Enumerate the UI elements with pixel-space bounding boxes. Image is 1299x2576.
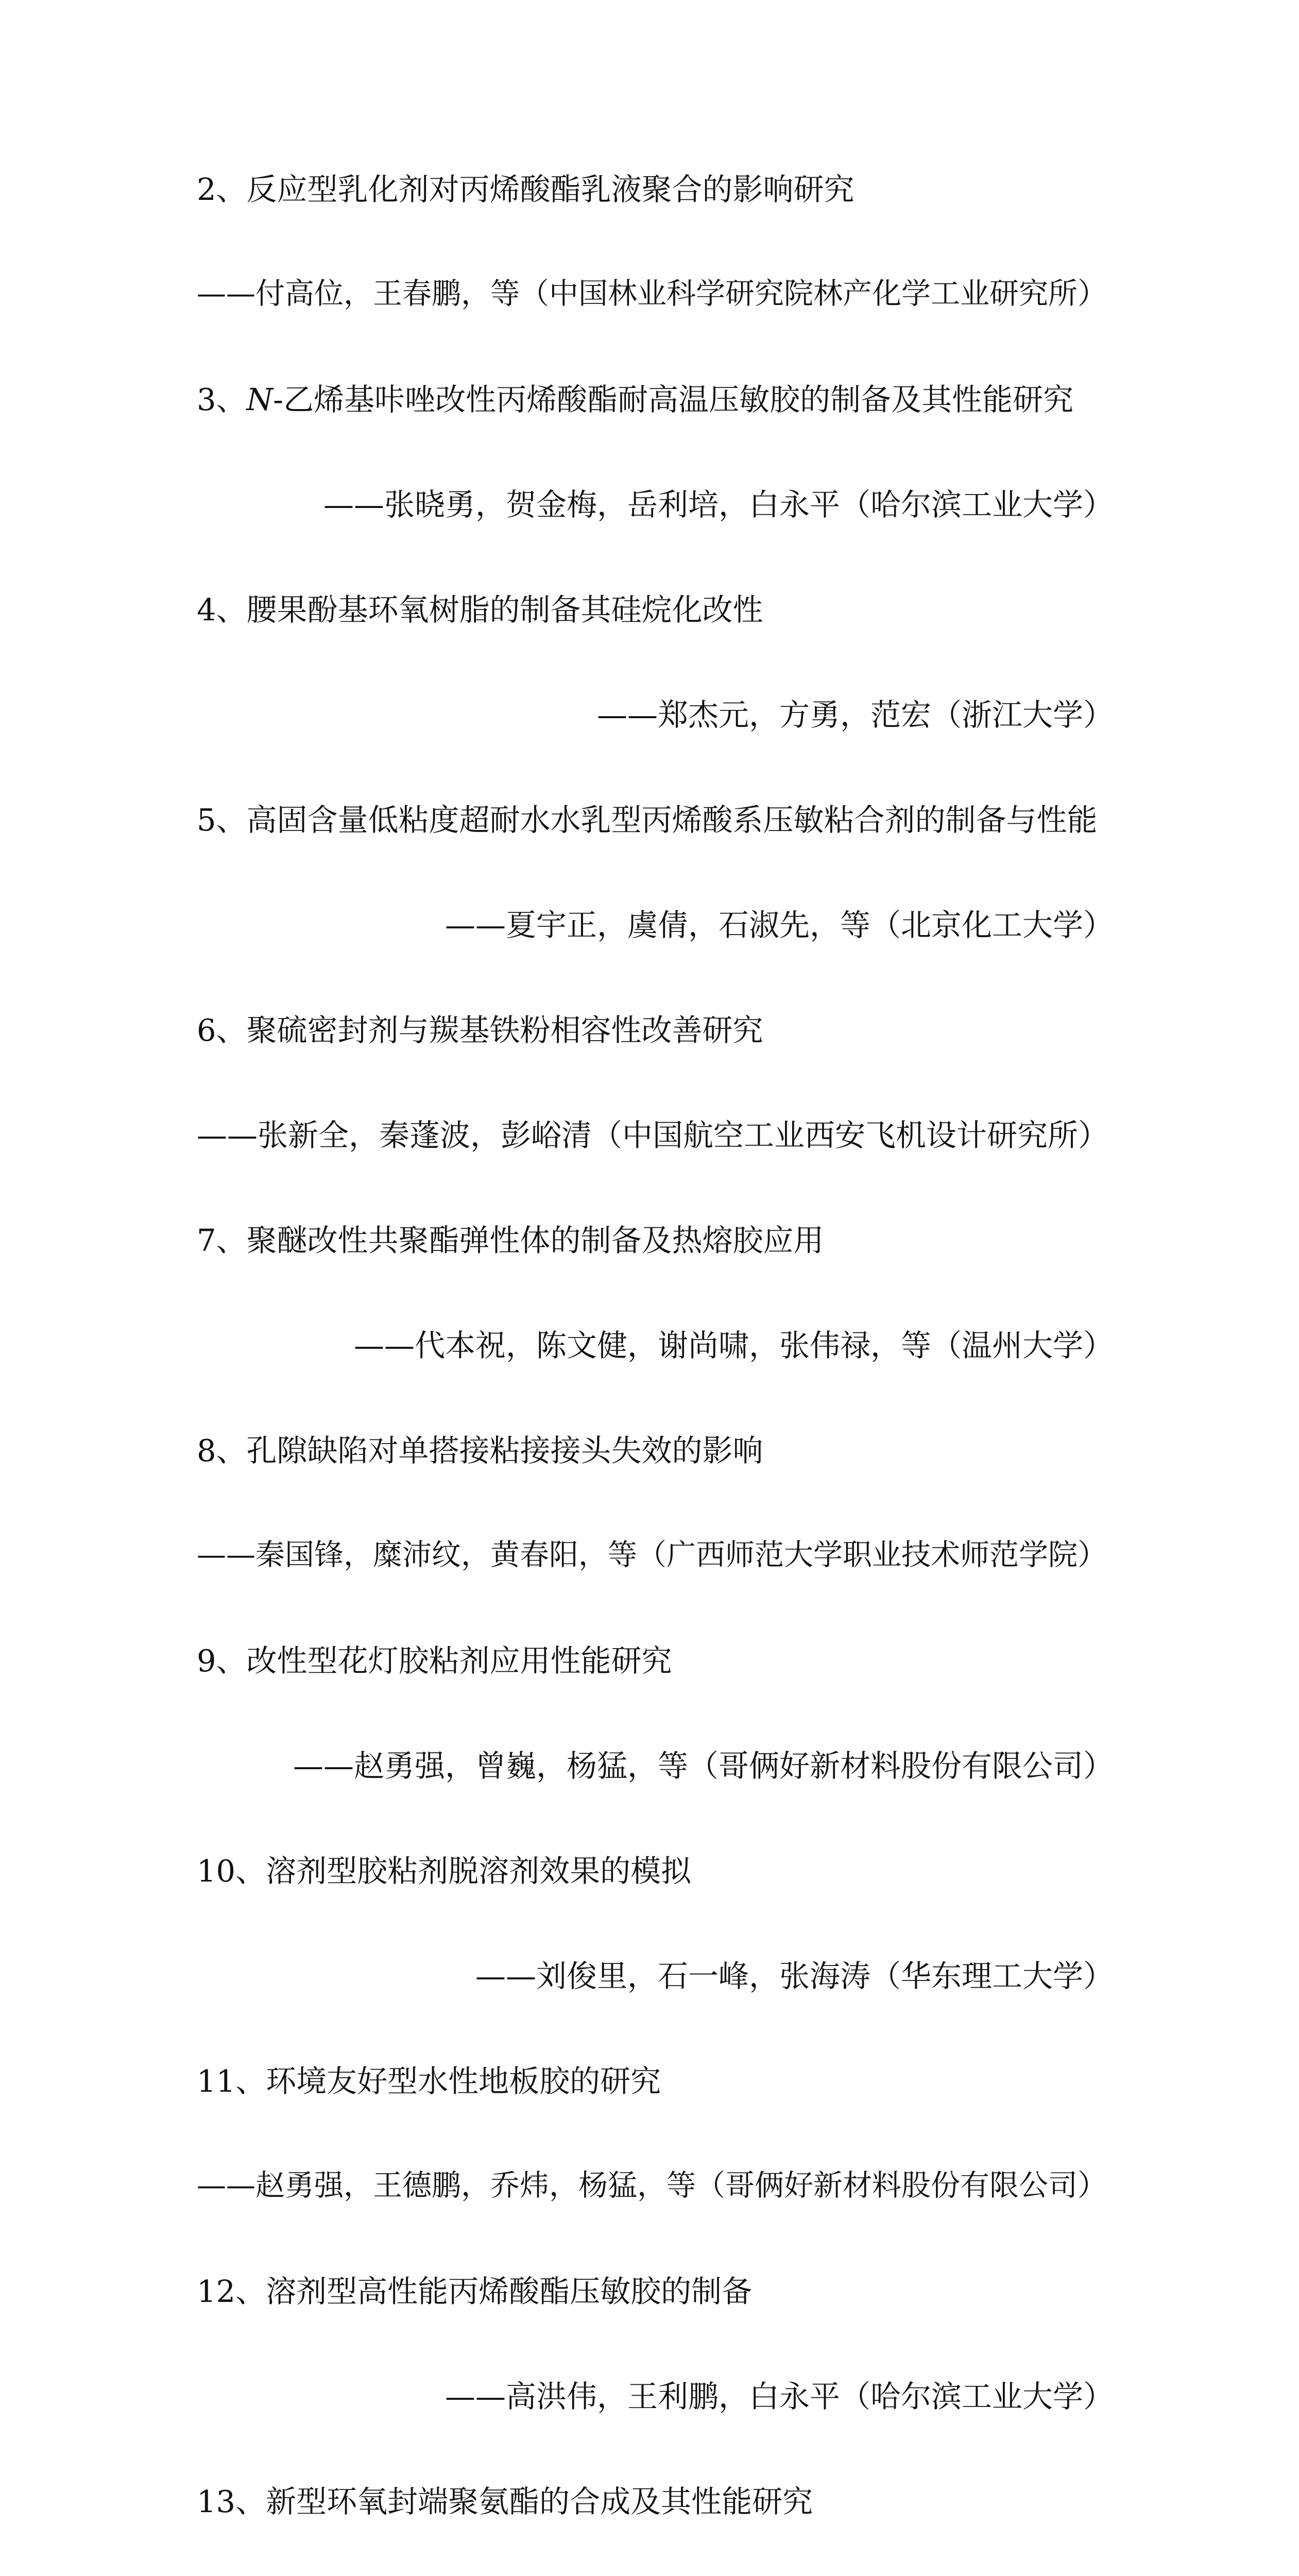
paper-title-line bbox=[197, 2056, 1114, 2161]
paper-authors: ——付高位，王春鹏，等（中国林业科学研究院林产化学工业研究所） bbox=[197, 277, 1107, 311]
paper-title: 12、溶剂型高性能丙烯酸酯压敏胶的制备 bbox=[197, 2274, 753, 2309]
paper-authors-line bbox=[197, 689, 1114, 794]
paper-title-line bbox=[197, 2266, 1114, 2371]
paper-title-line bbox=[197, 584, 1114, 689]
paper-title-line bbox=[197, 1425, 1114, 1530]
paper-authors-line bbox=[197, 269, 1114, 374]
paper-title-line bbox=[197, 1215, 1114, 1320]
paper-authors: ——刘俊里，石一峰，张海涛（华东理工大学） bbox=[475, 1958, 1114, 1994]
paper-title: 5、高固含量低粘度超耐水水乳型丙烯酸系压敏粘合剂的制备与性能 bbox=[197, 802, 1098, 838]
paper-authors: ——赵勇强，王德鹏，乔炜，杨猛，等（哥俩好新材料股份有限公司） bbox=[197, 2168, 1107, 2202]
paper-title-line bbox=[197, 374, 1114, 479]
paper-authors: ——秦国锋，糜沛纹，黄春阳，等（广西师范大学职业技术师范学院） bbox=[197, 1538, 1107, 1572]
paper-title: 3、N-乙烯基咔唑改性丙烯酸酯耐高温压敏胶的制备及其性能研究 bbox=[197, 382, 1074, 417]
paper-authors-line bbox=[197, 1110, 1114, 1215]
paper-title-line bbox=[197, 1845, 1114, 1951]
paper-title-line bbox=[197, 164, 1114, 269]
paper-authors: ——赵勇强，曾巍，杨猛，等（哥俩好新材料股份有限公司） bbox=[293, 1748, 1114, 1784]
paper-title: 2、反应型乳化剂对丙烯酸酯乳液聚合的影响研究 bbox=[197, 172, 854, 207]
paper-authors-line bbox=[197, 1320, 1114, 1425]
paper-title: 11、环境友好型水性地板胶的研究 bbox=[197, 2063, 661, 2099]
paper-authors: ——夏宇正，虞倩，石淑先，等（北京化工大学） bbox=[445, 907, 1114, 943]
paper-authors: ——张新全，秦蓬波，彭峪清（中国航空工业西安飞机设计研究所） bbox=[197, 1117, 1109, 1153]
paper-title: 6、聚硫密封剂与羰基铁粉相容性改善研究 bbox=[197, 1012, 763, 1048]
paper-title-line bbox=[197, 1005, 1114, 1110]
paper-authors-line bbox=[197, 2371, 1114, 2476]
paper-title-line bbox=[197, 1635, 1114, 1740]
paper-authors: ——高洪伟，王利鹏，白永平（哈尔滨工业大学） bbox=[445, 2379, 1114, 2414]
paper-authors-line bbox=[197, 1740, 1114, 1845]
paper-authors: ——代本祝，陈文健，谢尚啸，张伟禄，等（温州大学） bbox=[353, 1328, 1114, 1363]
paper-title: 8、孔隙缺陷对单搭接粘接接头失效的影响 bbox=[197, 1433, 763, 1468]
paper-authors-line bbox=[197, 2161, 1114, 2266]
paper-authors: ——郑杰元，方勇，范宏（浙江大学） bbox=[596, 697, 1114, 733]
paper-authors-line bbox=[197, 1951, 1114, 2056]
paper-title: 10、溶剂型胶粘剂脱溶剂效果的模拟 bbox=[197, 1853, 692, 1889]
paper-title: 9、改性型花灯胶粘剂应用性能研究 bbox=[197, 1643, 672, 1679]
paper-authors-line bbox=[197, 479, 1114, 584]
paper-authors-line bbox=[197, 900, 1114, 1005]
paper-list bbox=[197, 164, 1114, 2576]
paper-title-line bbox=[197, 794, 1114, 900]
paper-authors: ——张晓勇，贺金梅，岳利培，白永平（哈尔滨工业大学） bbox=[323, 487, 1114, 522]
paper-title: 4、腰果酚基环氧树脂的制备其硅烷化改性 bbox=[197, 592, 763, 628]
paper-title-line bbox=[197, 2476, 1114, 2576]
paper-title: 13、新型环氧封端聚氨酯的合成及其性能研究 bbox=[197, 2484, 813, 2519]
paper-title: 7、聚醚改性共聚酯弹性体的制备及热熔胶应用 bbox=[197, 1223, 824, 1258]
paper-authors-line bbox=[197, 1530, 1114, 1635]
